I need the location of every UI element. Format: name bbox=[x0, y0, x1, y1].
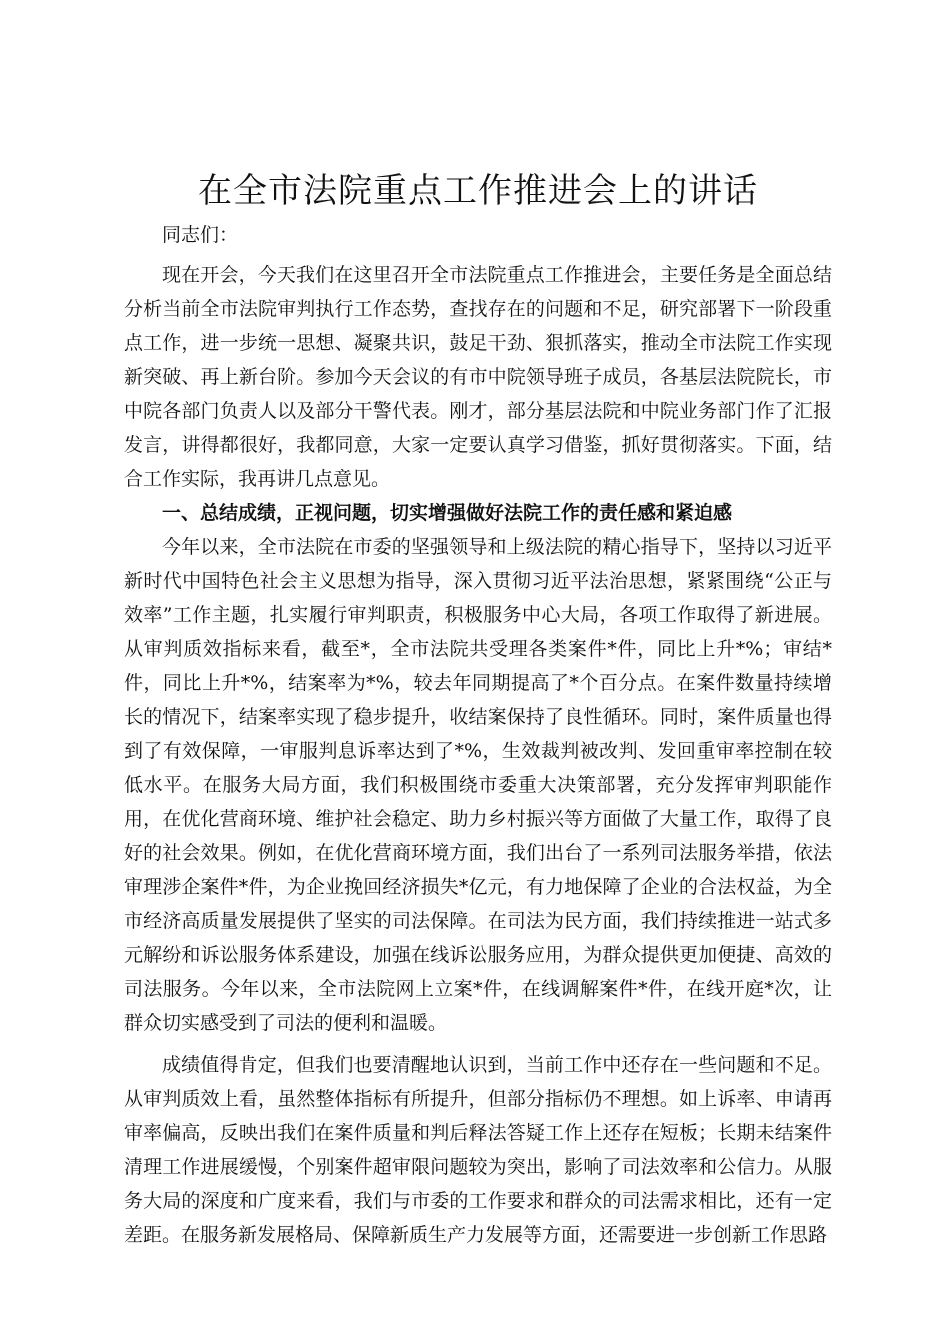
section-heading-1: 一、总结成绩，正视问题，切实增强做好法院工作的责任感和紧迫感 bbox=[162, 502, 733, 524]
paragraph-problems: 成绩值得肯定，但我们也要清醒地认识到，当前工作中还存在一些问题和不足。从审判质效上看，虽然整体指标有所提升，但部分指标仍不理想。如上诉率、申请再审率偏高，反映出我们在案件质量和判后释法答疑工作上还存在短板；长期未结案件清理工作进展缓慢，个别案件超审限问题较为突出，影响了司法效率和公信力。从服务大局的深度和广度来看，我们与市委的工作要求和群众的司法需求相比，还有一定差距。在服务新发展格局、保障新质生产力发展等方面，还需要进一步创新工作思路 bbox=[124, 1054, 832, 1246]
salutation: 同志们： bbox=[162, 224, 239, 246]
document-page bbox=[124, 168, 832, 1252]
paragraph-achievements: 今年以来，全市法院在市委的坚强领导和上级法院的精心指导下，坚持以习近平新时代中国特色社会主义思想为指导，深入贯彻习近平法治思想，紧紧围绕“公正与效率”工作主题，扎实履行审判职责，积极服务中心大局，各项工作取得了新进展。从审判质效指标来看，截至*，全市法院共受理各类案件*件，同比上升*%；审结*件，同比上升*%，结案率为*%，较去年同期提高了*个百分点。在案件数量持续增长的情况下，结案率实现了稳步提升，收结案保持了良性循环。同时，案件质量也得到了有效保障，一审服判息诉率达到了*%，生效裁判被改判、发回重审率控制在较低水平。在服务大局方面，我们积极围绕市委重大决策部署，充分发挥审判职能作用，在优化营商环境、维护社会稳定、助力乡村振兴等方面做了大量工作，取得了良好的社会效果。例如，在优化营商环境方面，我们出台了一系列司法服务举措，依法审理涉企案件*件，为企业挽回经济损失*亿元，有力地保障了企业的合法权益，为全市经济高质量发展提供了坚实的司法保障。在司法为民方面，我们持续推进一站式多元解纷和诉讼服务体系建设，加强在线诉讼服务应用，为群众提供更加便捷、高效的司法服务。今年以来，全市法院网上立案*件，在线调解案件*件，在线开庭*次，让群众切实感受到了司法的便利和温暖。 bbox=[124, 536, 832, 1034]
document-title: 在全市法院重点工作推进会上的讲话 bbox=[198, 171, 758, 211]
paragraph-opening: 现在开会，今天我们在这里召开全市法院重点工作推进会，主要任务是全面总结分析当前全市法院审判执行工作态势，查找存在的问题和不足，研究部署下一阶段重点工作，进一步统一思想、凝聚共识，鼓足干劲、狠抓落实，推动全市法院工作实现新突破、再上新台阶。参加今天会议的有市中院领导班子成员，各基层法院院长，市中院各部门负责人以及部分干警代表。刚才，部分基层法院和中院业务部门作了汇报发言，讲得都很好，我都同意，大家一定要认真学习借鉴，抓好贯彻落实。下面，结合工作实际，我再讲几点意见。 bbox=[124, 264, 832, 490]
